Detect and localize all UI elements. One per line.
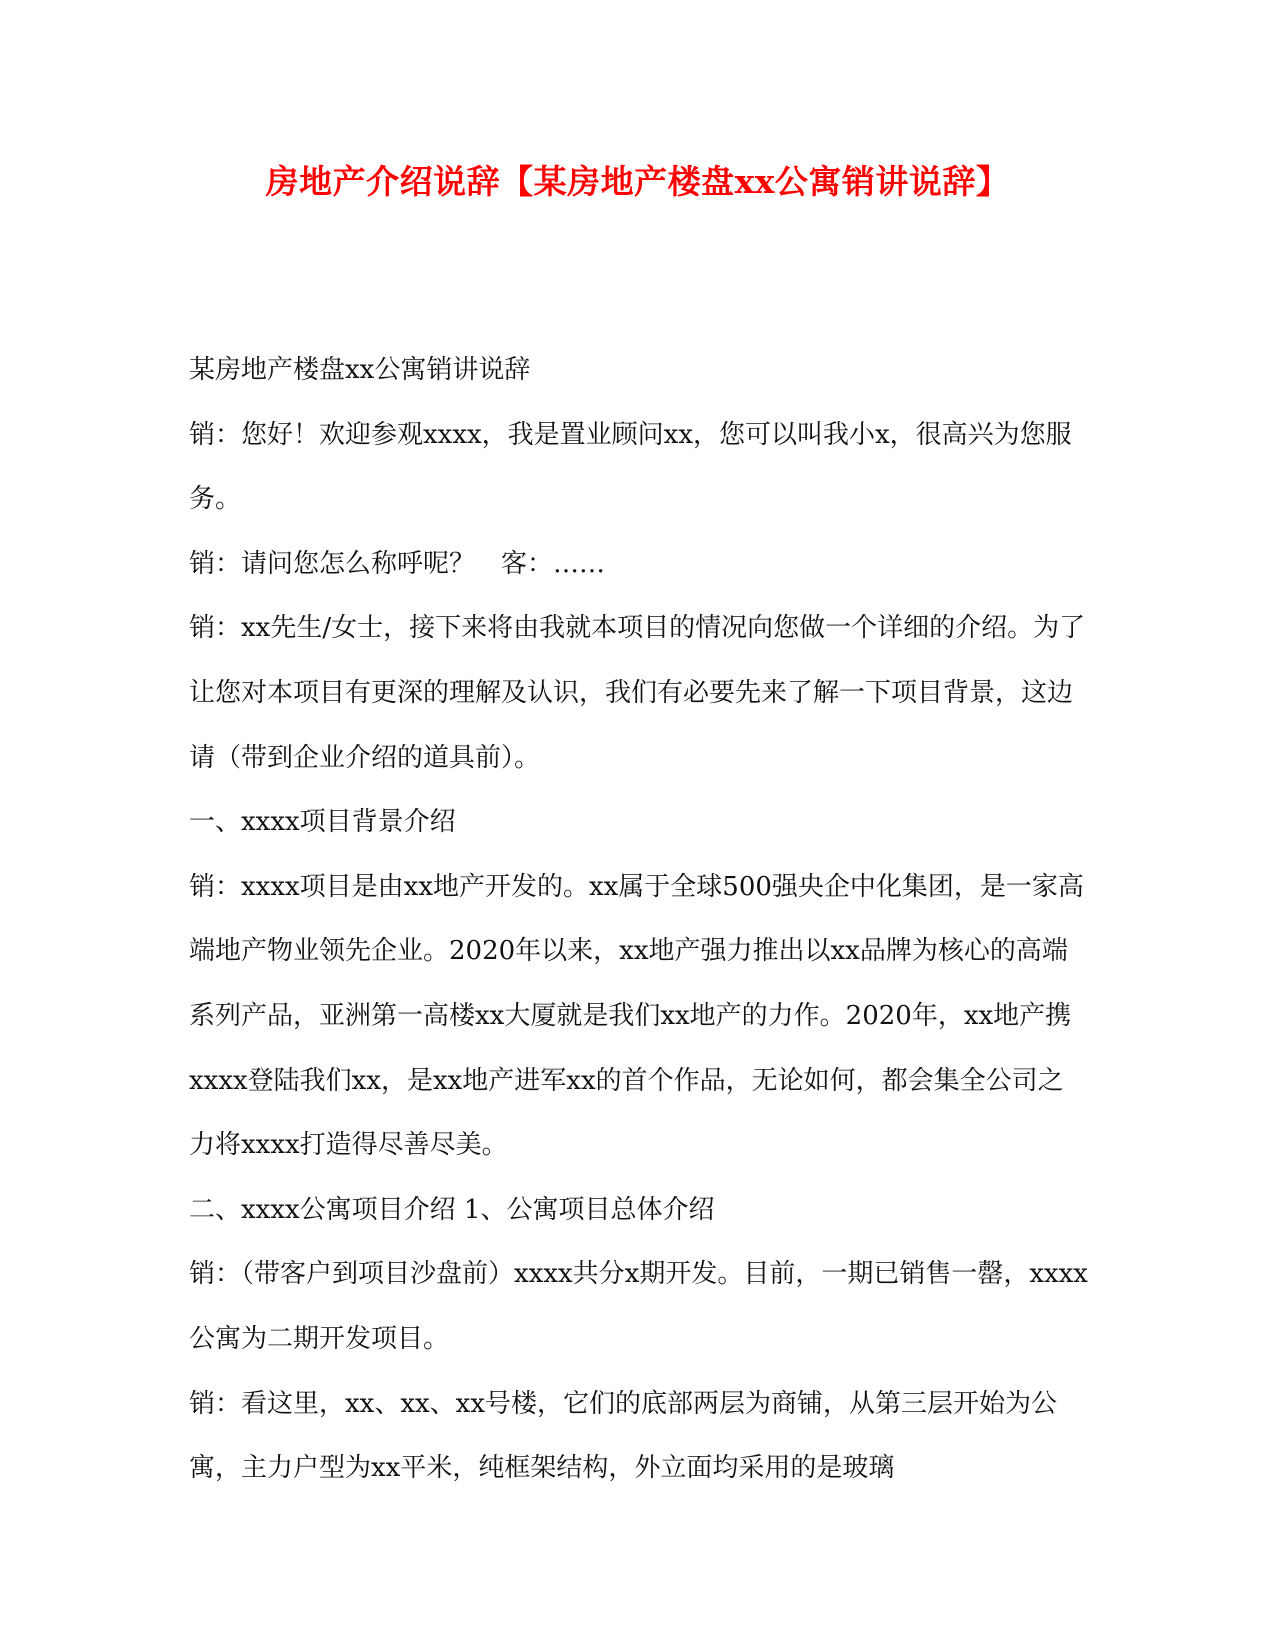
body-paragraph: 销：看这里，xx、xx、xx号楼，它们的底部两层为商铺，从第三层开始为公寓，主力户型为xx平米，纯框架结构，外立面均采用的是玻璃 (189, 1388, 1057, 1484)
body-paragraph: 销：请问您怎么称呼呢？ 客：…… (189, 548, 606, 579)
body-paragraph: 销：xx先生/女士，接下来将由我就本项目的情况向您做一个详细的介绍。为了让您对本项目有更深的理解及认识，我们有必要先来了解一下项目背景，这边请（带到企业介绍的道具前）。 (189, 613, 1086, 773)
body-paragraph: 销：xxxx项目是由xx地产开发的。xx属于全球500强央企中化集团，是一家高端地产物业领先企业。2020年以来，xx地产强力推出以xx品牌为核心的高端系列产品，亚洲第一高楼xx大厦就是我们xx地产的力作。2020年，xx地产携xxxx登陆我们xx，是xx地产进军xx的首个作品，无论如何，都会集全公司之力将xxxx打造得尽善尽美。 (189, 871, 1084, 1161)
body-paragraph: 某房地产楼盘xx公寓销讲说辞 (189, 355, 531, 385)
section-heading: 一、xxxx项目背景介绍 (189, 807, 456, 838)
section-heading: 二、xxxx公寓项目介绍 1、公寓项目总体介绍 (189, 1194, 715, 1225)
document-title: 房地产介绍说辞【某房地产楼盘xx公寓销讲说辞】 (265, 162, 1010, 201)
document-body (189, 338, 1089, 1501)
body-paragraph: 销：您好！欢迎参观xxxx，我是置业顾问xx，您可以叫我小x，很高兴为您服务。 (189, 419, 1072, 515)
body-paragraph: 销：（带客户到项目沙盘前）xxxx共分x期开发。目前，一期已销售一罄，xxxx公寓为二期开发项目。 (189, 1259, 1088, 1354)
